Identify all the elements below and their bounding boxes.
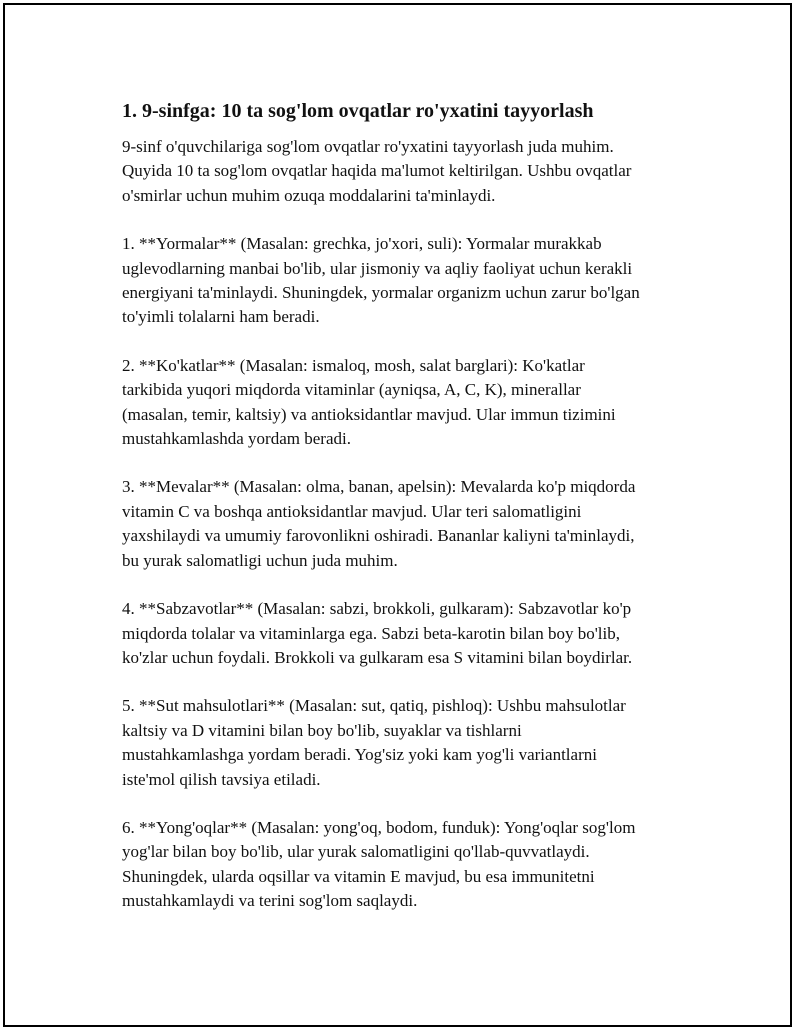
paragraph-line: mustahkamlaydi va terini sog'lom saqlaydi.: [122, 891, 418, 911]
paragraph-line: mustahkamlashga yordam beradi. Yog'siz yoki kam yog'li variantlarni: [122, 745, 597, 765]
paragraph-line: 1. **Yormalar** (Masalan: grechka, jo'xori, suli): Yormalar murakkab: [122, 234, 602, 254]
item-paragraph-yormalar: [122, 232, 722, 330]
item-paragraph-yongoqlar: [122, 816, 722, 914]
paragraph-line: 9-sinf o'quvchilariga sog'lom ovqatlar ro'yxatini tayyorlash juda muhim.: [122, 137, 614, 156]
intro-paragraph: [122, 135, 722, 208]
item-paragraph-mevalar: [122, 475, 722, 573]
item-paragraph-sabzavotlar: [122, 597, 722, 670]
document-content: [122, 98, 722, 938]
paragraph-line: ko'zlar uchun foydali. Brokkoli va gulkaram esa S vitamini bilan boydirlar.: [122, 647, 633, 667]
item-paragraph-sut-mahsulotlari: [122, 694, 722, 792]
paragraph-line: tarkibida yuqori miqdorda vitaminlar (ayniqsa, A, C, K), minerallar: [122, 380, 581, 400]
paragraph-line: yog'lar bilan boy bo'lib, ular yurak salomatligini qo'llab-quvvatlaydi.: [122, 842, 590, 862]
paragraph-line: 3. **Mevalar** (Masalan: olma, banan, apelsin): Mevalarda ko'p miqdorda: [122, 477, 636, 497]
paragraph-line: mustahkamlashda yordam beradi.: [122, 429, 351, 449]
page-frame: [3, 3, 792, 1027]
paragraph-line: to'yimli tolalarni ham beradi.: [122, 307, 320, 327]
paragraph-line: 4. **Sabzavotlar** (Masalan: sabzi, brokkoli, gulkaram): Sabzavotlar ko'p: [122, 599, 632, 619]
paragraph-line: uglevodlarning manbai bo'lib, ular jismoniy va aqliy faoliyat uchun kerakli: [122, 258, 633, 278]
paragraph-line: Shuningdek, ularda oqsillar va vitamin E mavjud, bu esa immunitetni: [122, 866, 595, 886]
paragraph-line: 2. **Ko'katlar** (Masalan: ismaloq, mosh, salat barglari): Ko'katlar: [122, 355, 585, 375]
paragraph-line: (masalan, temir, kaltsiy) va antioksidantlar mavjud. Ular immun tizimini: [122, 404, 616, 424]
document-title: 1. 9-sinfga: 10 ta sog'lom ovqatlar ro'yxatini tayyorlash: [122, 100, 594, 122]
paragraph-line: energiyani ta'minlaydi. Shuningdek, yormalar organizm uchun zarur bo'lgan: [122, 283, 640, 303]
paragraph-line: vitamin C va boshqa antioksidantlar mavjud. Ular teri salomatligini: [122, 501, 582, 521]
paragraph-line: 6. **Yong'oqlar** (Masalan: yong'oq, bodom, funduk): Yong'oqlar sog'lom: [122, 817, 636, 837]
paragraph-line: bu yurak salomatligi uchun juda muhim.: [122, 550, 398, 570]
paragraph-line: miqdorda tolalar va vitaminlarga ega. Sabzi beta-karotin bilan boy bo'lib,: [122, 623, 620, 643]
paragraph-line: o'smirlar uchun muhim ozuqa moddalarini ta'minlaydi.: [122, 185, 496, 205]
paragraph-line: kaltsiy va D vitamini bilan boy bo'lib, suyaklar va tishlarni: [122, 720, 522, 740]
paragraph-line: iste'mol qilish tavsiya etiladi.: [122, 769, 321, 789]
paragraph-line: 5. **Sut mahsulotlari** (Masalan: sut, qatiq, pishloq): Ushbu mahsulotlar: [122, 696, 626, 716]
paragraph-line: yaxshilaydi va umumiy farovonlikni oshiradi. Bananlar kaliyni ta'minlaydi,: [122, 526, 635, 546]
paragraph-line: Quyida 10 ta sog'lom ovqatlar haqida ma'lumot keltirilgan. Ushbu ovqatlar: [122, 161, 632, 181]
item-paragraph-kokatlar: [122, 354, 722, 452]
